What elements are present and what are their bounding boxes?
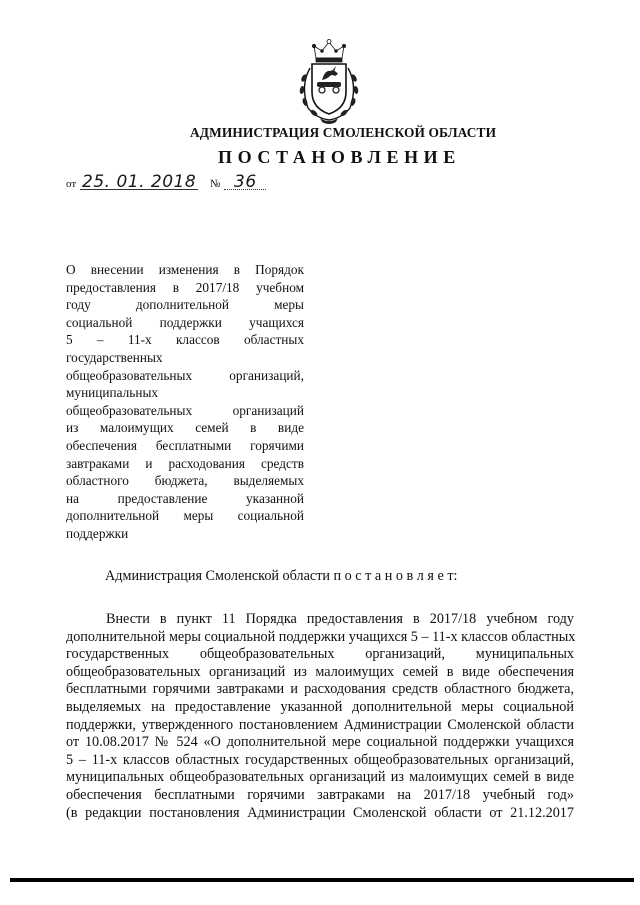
preamble-text: Администрация Смоленской области п о с т а н о в л я е т: (105, 568, 458, 584)
subject-line: областного бюджета, выделяемых (66, 473, 304, 489)
body-line: выделяемых на предоставление указанной дополнительной меры социальной (66, 698, 574, 715)
subject-line: из малоимущих семей в виде (66, 420, 304, 436)
body-line: государственных общеобразовательных организаций, муниципальных (66, 646, 574, 663)
subject-line: общеобразовательных организаций, (66, 367, 304, 383)
number-underline (224, 189, 266, 190)
subject-line: государственных (66, 349, 163, 365)
body-line: дополнительной меры социальной поддержки учащихся 5 – 11-х классов областных (66, 628, 576, 645)
document-type-title: ПОСТАНОВЛЕНИЕ (218, 147, 461, 167)
coat-of-arms-emblem (292, 38, 366, 124)
subject-line: социальной поддержки учащихся (66, 314, 304, 330)
body-line: бесплатными горячими завтраками и расходования средств областного бюджета, (66, 681, 574, 698)
body-line: (в редакции постановления Администрации Смоленской области от 21.12.2017 (66, 804, 574, 821)
subject-line: О внесении изменения в Порядок (66, 262, 304, 277)
subject-line: году дополнительной меры (66, 297, 304, 313)
subject-line: предоставления в 2017/18 учебном (66, 279, 304, 295)
body-line: поддержки, утвержденного постановлением Администрации Смоленской области (66, 716, 574, 733)
body-line: общеобразовательных организаций из малоимущих семей в виде обеспечения (66, 663, 574, 680)
subject-line: поддержки (66, 525, 129, 541)
body-paragraph (66, 611, 574, 822)
subject-line: 5 – 11-х классов областных (66, 332, 304, 348)
body-line: обеспечения бесплатными горячими завтраками на 2017/18 учебный год» (66, 786, 574, 803)
body-line: 5 – 11-х классов областных государственных общеобразовательных организаций, (66, 751, 574, 768)
document-subject (66, 261, 304, 543)
subject-line: муниципальных (66, 385, 159, 401)
date-handwritten: 25. 01. 2018 (82, 172, 197, 192)
subject-line: на предоставление указанной (66, 490, 304, 506)
subject-line: завтраками и расходования средств (66, 455, 304, 471)
date-prefix: от (66, 178, 77, 190)
number-prefix: № (210, 178, 221, 190)
number-handwritten: 36 (234, 172, 257, 192)
date-underline (80, 189, 198, 190)
body-line: от 10.08.2017 № 524 «О дополнительной мере социальной поддержки учащихся (66, 734, 574, 751)
subject-line: общеобразовательных организаций (66, 402, 304, 418)
subject-line: обеспечения бесплатными горячими (66, 437, 304, 453)
subject-line: дополнительной меры социальной (66, 508, 304, 524)
organization-name: АДМИНИСТРАЦИЯ СМОЛЕНСКОЙ ОБЛАСТИ (190, 125, 497, 140)
body-line: Внести в пункт 11 Порядка предоставления в 2017/18 учебном году (106, 611, 574, 627)
scan-edge-bar (10, 878, 634, 882)
body-line: муниципальных общеобразовательных организаций из малоимущих семей в виде (66, 769, 574, 786)
